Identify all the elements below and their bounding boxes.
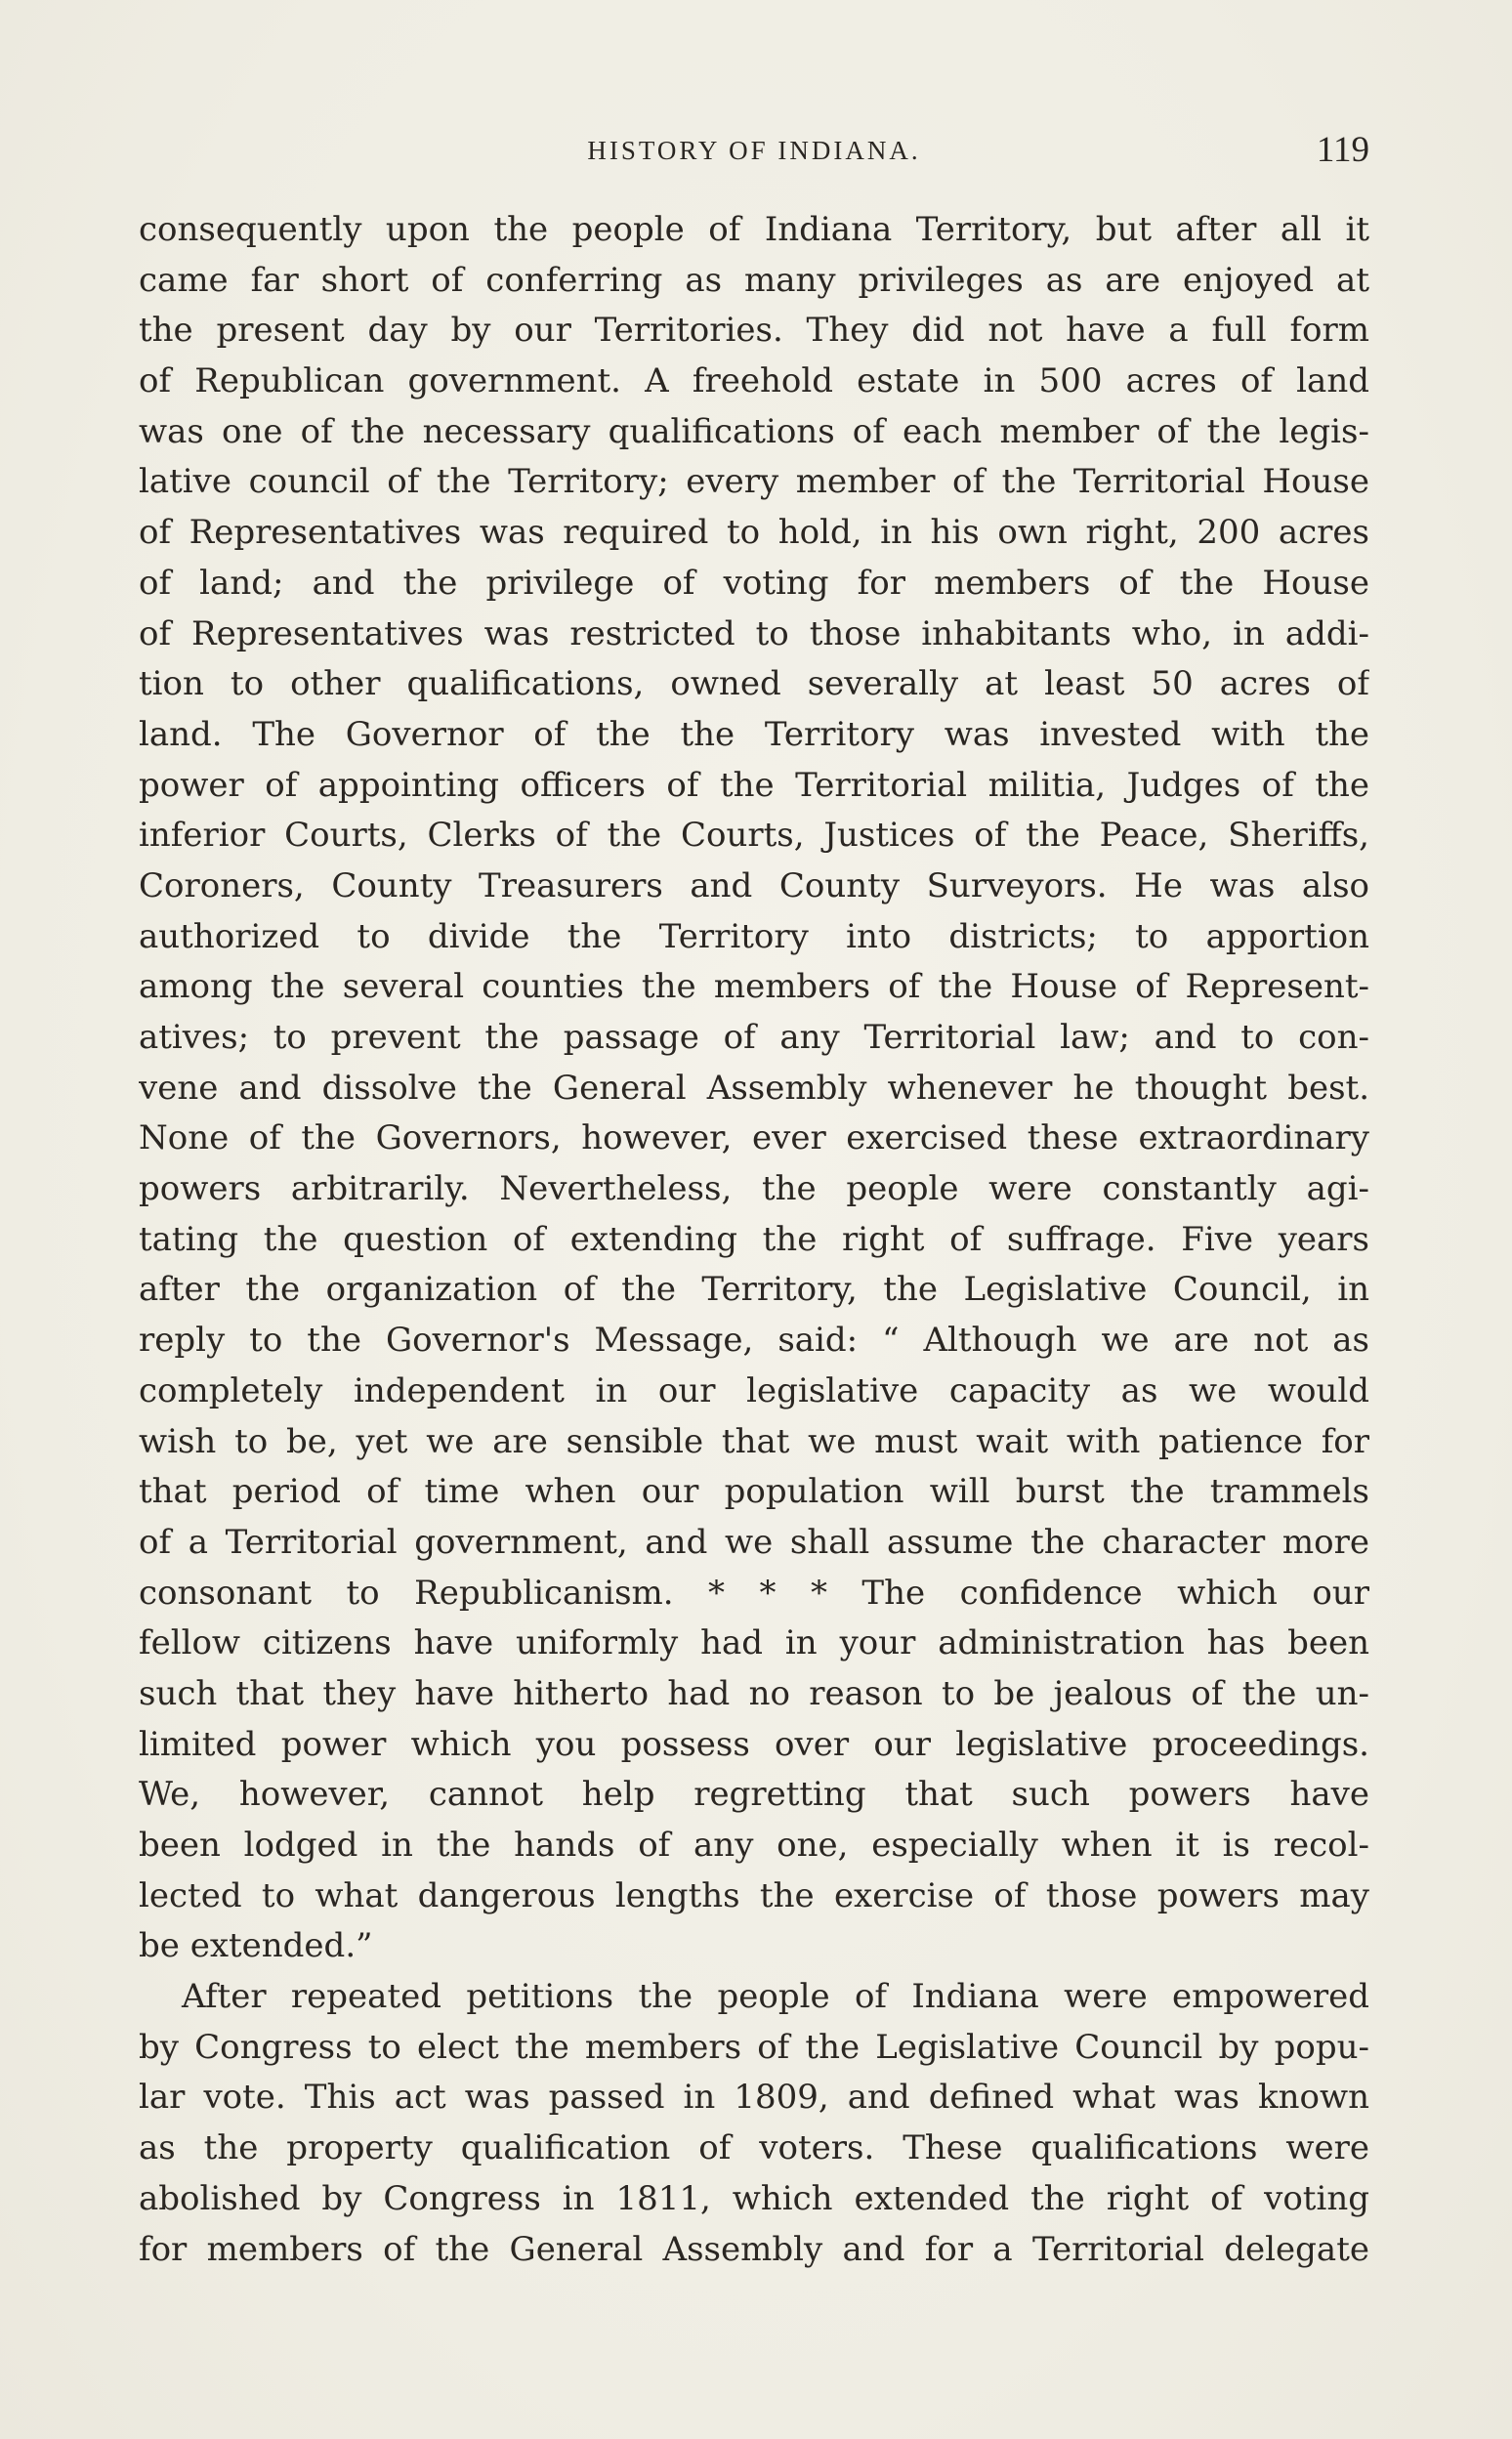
text-line: was one of the necessary qualifications of each member of the legis- [139, 411, 1369, 451]
text-line: power of appointing officers of the Territorial militia, Judges of the [139, 765, 1369, 805]
text-line: vene and dissolve the General Assembly whenever he thought best. [139, 1068, 1369, 1108]
text-line: lative council of the Territory; every member of the Territorial House [139, 462, 1369, 502]
text-line: completely independent in our legislative capacity as we would [139, 1370, 1369, 1410]
text-line: consonant to Republicanism. * * * The confidence which our [139, 1573, 1369, 1613]
text-line: of Representatives was restricted to those inhabitants who, in addi- [139, 613, 1369, 653]
page-number: 119 [1316, 130, 1369, 170]
text-line: We, however, cannot help regretting that such powers have [139, 1775, 1369, 1815]
text-line: after the organization of the Territory, the Legislative Council, in [139, 1270, 1369, 1310]
text-line: fellow citizens have uniformly had in your administration has been [139, 1623, 1369, 1663]
text-line: After repeated petitions the people of Indiana were empowered [182, 1977, 1369, 2017]
paragraph-1 [139, 205, 1369, 1972]
text-line: of a Territorial government, and we shall assume the character more [139, 1522, 1369, 1562]
running-head [139, 129, 1369, 172]
running-title: HISTORY OF INDIANA. [587, 136, 921, 165]
text-line: abolished by Congress in 1811, which extended the right of voting [139, 2178, 1369, 2218]
text-line: None of the Governors, however, ever exercised these extraordinary [139, 1118, 1369, 1158]
text-line: atives; to prevent the passage of any Territorial law; and to con- [139, 1018, 1369, 1057]
text-line: powers arbitrarily. Nevertheless, the people were constantly agi- [139, 1169, 1369, 1209]
text-line: limited power which you possess over our legislative proceedings. [139, 1724, 1369, 1764]
text-line: among the several counties the members of the House of Represent- [139, 967, 1369, 1007]
text-line: tion to other qualifications, owned severally at least 50 acres of [139, 664, 1369, 704]
text-line: by Congress to elect the members of the Legislative Council by popu- [139, 2027, 1369, 2067]
text-line: of land; and the privilege of voting for members of the House [139, 563, 1369, 603]
text-line: inferior Courts, Clerks of the Courts, Justices of the Peace, Sheriffs, [139, 816, 1369, 856]
body-text [139, 205, 1369, 2275]
text-line: be extended.” [139, 1926, 373, 1966]
text-line: as the property qualification of voters. These qualifications were [139, 2128, 1369, 2168]
text-line: lar vote. This act was passed in 1809, and defined what was known [139, 2078, 1369, 2118]
text-line: land. The Governor of the the Territory was invested with the [139, 714, 1369, 754]
text-line: reply to the Governor's Message, said: “ Although we are not as [139, 1321, 1369, 1361]
paragraph-2 [139, 1972, 1369, 2275]
text-line: that period of time when our population will burst the trammels [139, 1472, 1369, 1512]
text-line: came far short of conferring as many privileges as are enjoyed at [139, 260, 1369, 300]
text-line: of Representatives was required to hold, in his own right, 200 acres [139, 513, 1369, 553]
text-line: authorized to divide the Territory into districts; to apportion [139, 916, 1369, 956]
text-line: lected to what dangerous lengths the exercise of those powers may [139, 1875, 1369, 1915]
text-line: wish to be, yet we are sensible that we must wait with patience for [139, 1421, 1369, 1461]
text-line: of Republican government. A freehold estate in 500 acres of land [139, 361, 1369, 401]
text-line: Coroners, County Treasurers and County Surveyors. He was also [139, 865, 1369, 905]
text-line: consequently upon the people of Indiana Territory, but after all it [139, 210, 1369, 249]
text-line: been lodged in the hands of any one, especially when it is recol- [139, 1826, 1369, 1865]
text-line: the present day by our Territories. They did not have a full form [139, 311, 1369, 351]
text-line: for members of the General Assembly and for a Territorial delegate [139, 2229, 1369, 2269]
text-line: tating the question of extending the right of suffrage. Five years [139, 1219, 1369, 1259]
text-line: such that they have hitherto had no reason to be jealous of the un- [139, 1673, 1369, 1713]
